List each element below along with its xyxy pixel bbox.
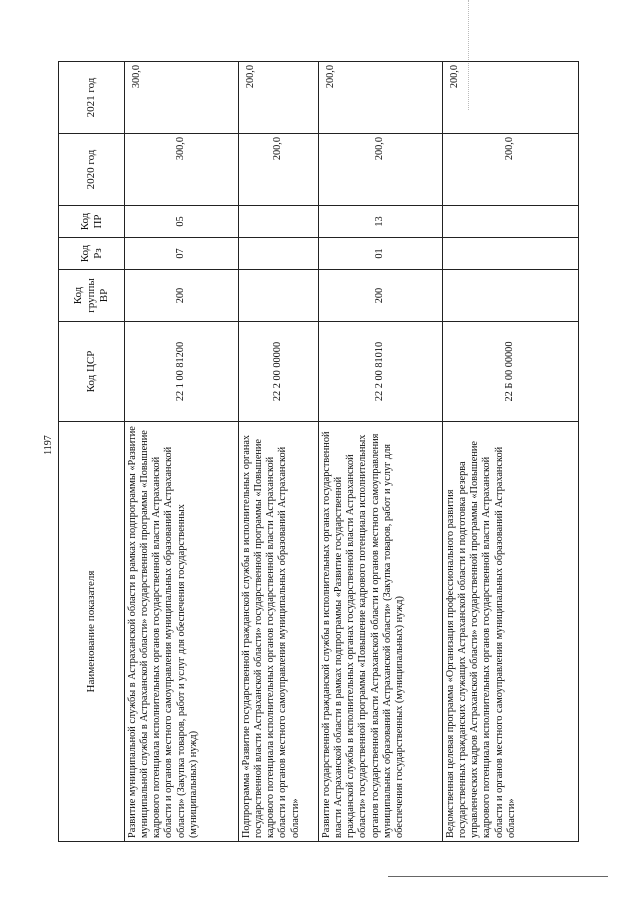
row-vr: 200	[125, 270, 239, 322]
row-csr: 22 Б 00 00000	[443, 322, 579, 422]
header-name: Наименование показателя	[59, 422, 125, 842]
row-2020: 200,0	[319, 134, 443, 206]
row-rz: 07	[125, 238, 239, 270]
row-2020: 300,0	[125, 134, 239, 206]
row-rz: 01	[319, 238, 443, 270]
row-pr	[443, 206, 579, 238]
row-name: Развитие муниципальной службы в Астраханской области в рамках подпрограммы «Развитие муниципальной службы в Астраханской области» государственной программы «Повышение кадрового потенциала исполнительных органов государственной власти Астраханской области и органов местного самоуправления муниципальных образований Астраханской области» (Закупка товаров, работ и услуг для обеспечения государственных (муниципальных) нужд)	[125, 422, 239, 842]
row-rz	[239, 238, 319, 270]
row-name: Подпрограмма «Развитие государственной гражданской службы в исполнительных органах государственной власти Астраханской области» государственной программы «Повышение кадрового потенциала исполнительных органов государственной власти Астраханской области и органов местного самоуправления муниципальных образований Астраханской области»	[239, 422, 319, 842]
table-row	[239, 62, 319, 842]
row-pr: 05	[125, 206, 239, 238]
table-header-row	[59, 62, 125, 842]
row-vr: 200	[319, 270, 443, 322]
row-2021: 300,0	[125, 62, 239, 134]
budget-table-rotated	[58, 62, 578, 842]
header-rz: Код Рз	[59, 238, 125, 270]
row-pr: 13	[319, 206, 443, 238]
budget-table	[58, 61, 579, 842]
row-2020: 200,0	[239, 134, 319, 206]
page-number: 1197	[43, 435, 54, 455]
table-row	[443, 62, 579, 842]
header-vr: Код группы ВР	[59, 270, 125, 322]
row-name: Ведомственная целевая программа «Организация профессионального развития государственных гражданских служащих Астраханской области и подготовка резерва управленческих кадров Астраханской области» государственной программы «Повышение кадрового потенциала исполнительных органов государственной власти Астраханской области и органов местного самоуправления муниципальных образований Астраханской области»	[443, 422, 579, 842]
row-2021: 200,0	[319, 62, 443, 134]
header-2020: 2020 год	[59, 134, 125, 206]
header-pr: Код ПР	[59, 206, 125, 238]
row-csr: 22 2 00 81010	[319, 322, 443, 422]
row-vr	[239, 270, 319, 322]
scan-edge-line	[388, 876, 608, 877]
row-vr	[443, 270, 579, 322]
row-2021: 200,0	[239, 62, 319, 134]
row-2020: 200,0	[443, 134, 579, 206]
header-2021: 2021 год	[59, 62, 125, 134]
row-pr	[239, 206, 319, 238]
table-row	[319, 62, 443, 842]
row-rz	[443, 238, 579, 270]
row-csr: 22 1 00 81200	[125, 322, 239, 422]
row-2021: 200,0	[443, 62, 579, 134]
row-csr: 22 2 00 00000	[239, 322, 319, 422]
table-row	[125, 62, 239, 842]
row-name: Развитие государственной гражданской службы в исполнительных органах государственной власти Астраханской области в рамках подпрограммы «Развитие государственной гражданской службы в исполнительных органах государственной власти Астраханской области» государственной программы «Повышение кадрового потенциала исполнительных органов государственной власти Астраханской области и органов местного самоуправления муниципальных образований Астраханской области» (Закупка товаров, работ и услуг для обеспечения государственных (муниципальных) нужд)	[319, 422, 443, 842]
header-csr: Код ЦСР	[59, 322, 125, 422]
